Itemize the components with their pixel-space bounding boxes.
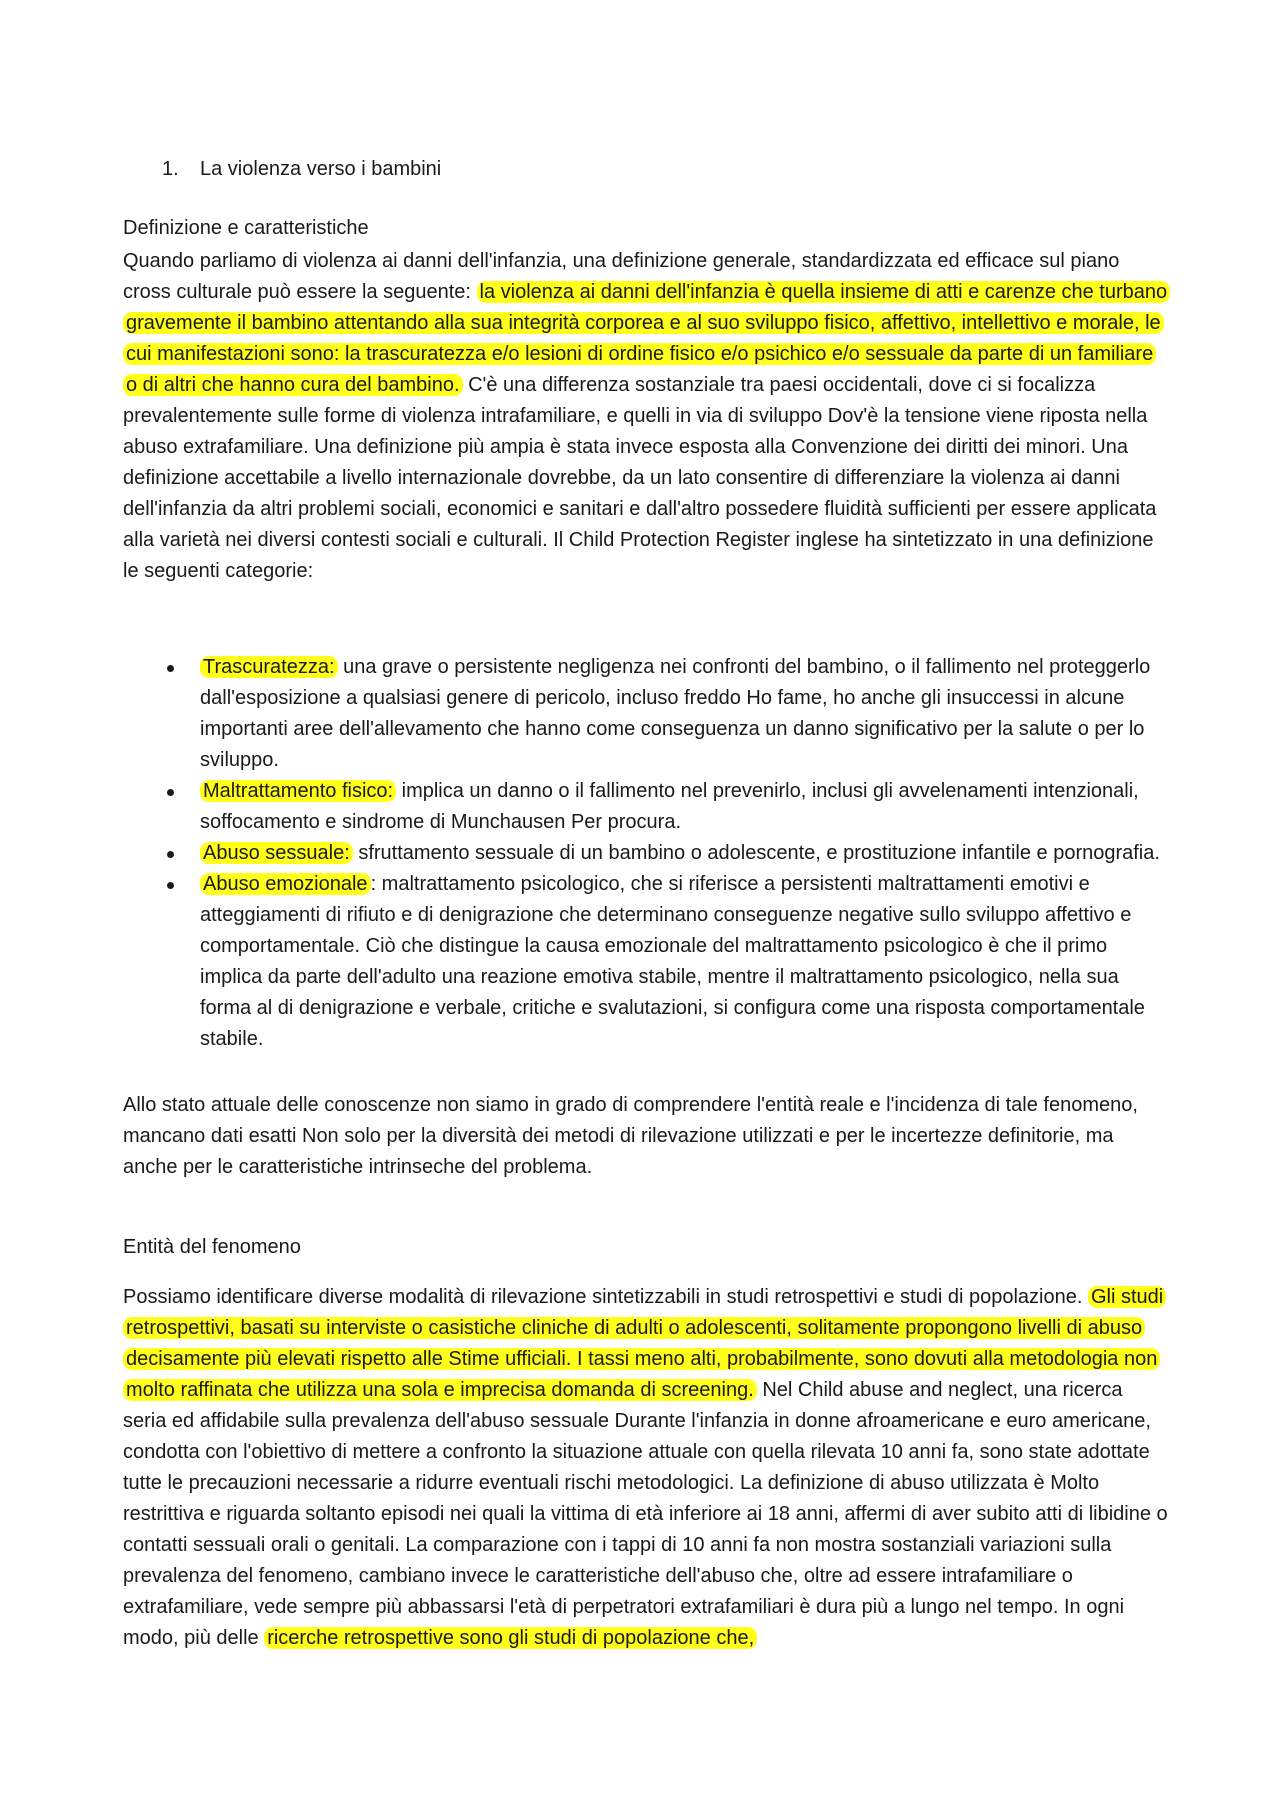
highlighted-term: Abuso sessuale: bbox=[200, 842, 353, 864]
chapter-heading bbox=[162, 154, 441, 185]
bullet-icon bbox=[167, 665, 174, 672]
paragraph-definizione bbox=[123, 246, 1168, 587]
list-item-text: sfruttamento sessuale di un bambino o adolescente, e prostituzione infantile e pornografia. bbox=[352, 842, 1160, 864]
list-item bbox=[123, 869, 1168, 1055]
list-item bbox=[123, 652, 1168, 776]
paragraph-text: Possiamo identificare diverse modalità di rilevazione sintetizzabili in studi retrospettivi e studi di popolazione. bbox=[123, 1286, 1088, 1308]
paragraph-text: Quando parliamo di violenza ai danni dell'infanzia, una definizione generale, standardizzata ed efficace sul piano cross culturale può essere la seguente: bbox=[123, 250, 1120, 303]
paragraph-entita bbox=[123, 1282, 1168, 1654]
bullet-icon bbox=[167, 851, 174, 858]
list-item-text: : maltrattamento psicologico, che si riferisce a persistenti maltrattamenti emotivi e atteggiamenti di rifiuto e di denigrazione che determinano conseguenze negative sullo sviluppo affettivo e comportamentale. Ciò che distingue la causa emozionale del maltrattamento psicologico è che il primo implica da parte dell'adulto una reazione emotiva stabile, mentre il maltrattamento psicologico, nella sua forma al di denigrazione e verbale, critiche e svalutazioni, si configura come una risposta comportamentale stabile. bbox=[200, 873, 1145, 1050]
paragraph-text: Nel Child abuse and neglect, una ricerca seria ed affidabile sulla prevalenza dell'abuso sessuale Durante l'infanzia in donne afroamericane e euro americane, condotta con l'obiettivo di mettere a confronto la situazione attuale con quella rilevata 10 anni fa, sono state adottate tutte le precauzioni necessarie a ridurre eventuali rischi metodologici. La definizione di abuso utilizzata è Molto restrittiva e riguarda soltanto episodi nei quali la vittima di età inferiore ai 18 anni, affermi di aver subito atti di libidine o contatti sessuali orali o genitali. La comparazione con i tappi di 10 anni fa non mostra sostanziali variazioni sulla prevalenza del fenomeno, cambiano invece le caratteristiche dell'abuso che, oltre ad essere intrafamiliare o extrafamiliare, vede sempre più abbassarsi l'età di perpetratori extrafamiliari è dura più a lungo nel tempo. In ogni modo, più delle bbox=[123, 1379, 1168, 1649]
list-item bbox=[123, 838, 1168, 869]
paragraph-text: C'è una differenza sostanziale tra paesi occidentali, dove ci si focalizza prevalentemente sulle forme di violenza intrafamiliare, e quelli in via di sviluppo Dov'è la tensione viene riposta nella abuso extrafamiliare. Una definizione più ampia è stata invece esposta alla Convenzione dei diritti dei minori. Una definizione accettabile a livello internazionale dovrebbe, da un lato consentire di differenziare la violenza ai danni dell'infanzia da altri problemi sociali, economici e sanitari e dall'altro possedere fluidità sufficienti per essere applicata alla varietà nei diversi contesti sociali e culturali. Il Child Protection Register inglese ha sintetizzato in una definizione le seguenti categorie: bbox=[123, 374, 1157, 582]
highlighted-text: la violenza ai danni dell'infanzia è quella insieme di atti e carenze che turbano gravemente il bambino attentando alla sua integrità corporea e al suo sviluppo fisico, affettivo, intellettivo e morale, le cui manifestazioni sono: la trascuratezza e/o lesioni di ordine fisico e/o psichico e/o sessuale da parte di un familiare o di altri che hanno cura del bambino. bbox=[123, 281, 1170, 396]
list-item bbox=[123, 776, 1168, 838]
section-title-definizione: Definizione e caratteristiche bbox=[123, 217, 369, 239]
list-item-text: una grave o persistente negligenza nei confronti del bambino, o il fallimento nel proteggerlo dall'esposizione a qualsiasi genere di pericolo, incluso freddo Ho fame, ho anche gli insuccessi in alcune importanti aree dell'allevamento che hanno come conseguenza un danno significativo per la salute o per lo sviluppo. bbox=[200, 656, 1151, 771]
paragraph-conoscenze: Allo stato attuale delle conoscenze non siamo in grado di comprendere l'entità reale e l'incidenza di tale fenomeno, mancano dati esatti Non solo per la diversità dei metodi di rilevazione utilizzati e per le incertezze definitorie, ma anche per le caratteristiche intrinseche del problema. bbox=[123, 1094, 1138, 1178]
chapter-title: La violenza verso i bambini bbox=[200, 158, 442, 180]
highlighted-text: Gli studi retrospettivi, basati su interviste o casistiche cliniche di adulti o adolescenti, solitamente propongono livelli di abuso decisamente più elevati rispetto alle Stime ufficiali. I tassi meno alti, probabilmente, sono dovuti alla metodologia non molto raffinata che utilizza una sola e imprecisa domanda di screening. bbox=[123, 1286, 1166, 1401]
highlighted-text: ricerche retrospettive sono gli studi di popolazione che, bbox=[264, 1627, 757, 1649]
bullet-icon bbox=[167, 882, 174, 889]
list-item-text: implica un danno o il fallimento nel prevenirlo, inclusi gli avvelenamenti intenzionali, soffocamento e sindrome di Munchausen Per procura. bbox=[200, 780, 1139, 833]
highlighted-term: Trascuratezza: bbox=[200, 656, 338, 678]
section-title-entita: Entità del fenomeno bbox=[123, 1236, 301, 1258]
highlighted-term: Maltrattamento fisico: bbox=[200, 780, 396, 802]
bullet-icon bbox=[167, 789, 174, 796]
category-list bbox=[123, 652, 1168, 1055]
chapter-number: 1. bbox=[162, 158, 179, 180]
highlighted-term: Abuso emozionale bbox=[200, 873, 371, 895]
